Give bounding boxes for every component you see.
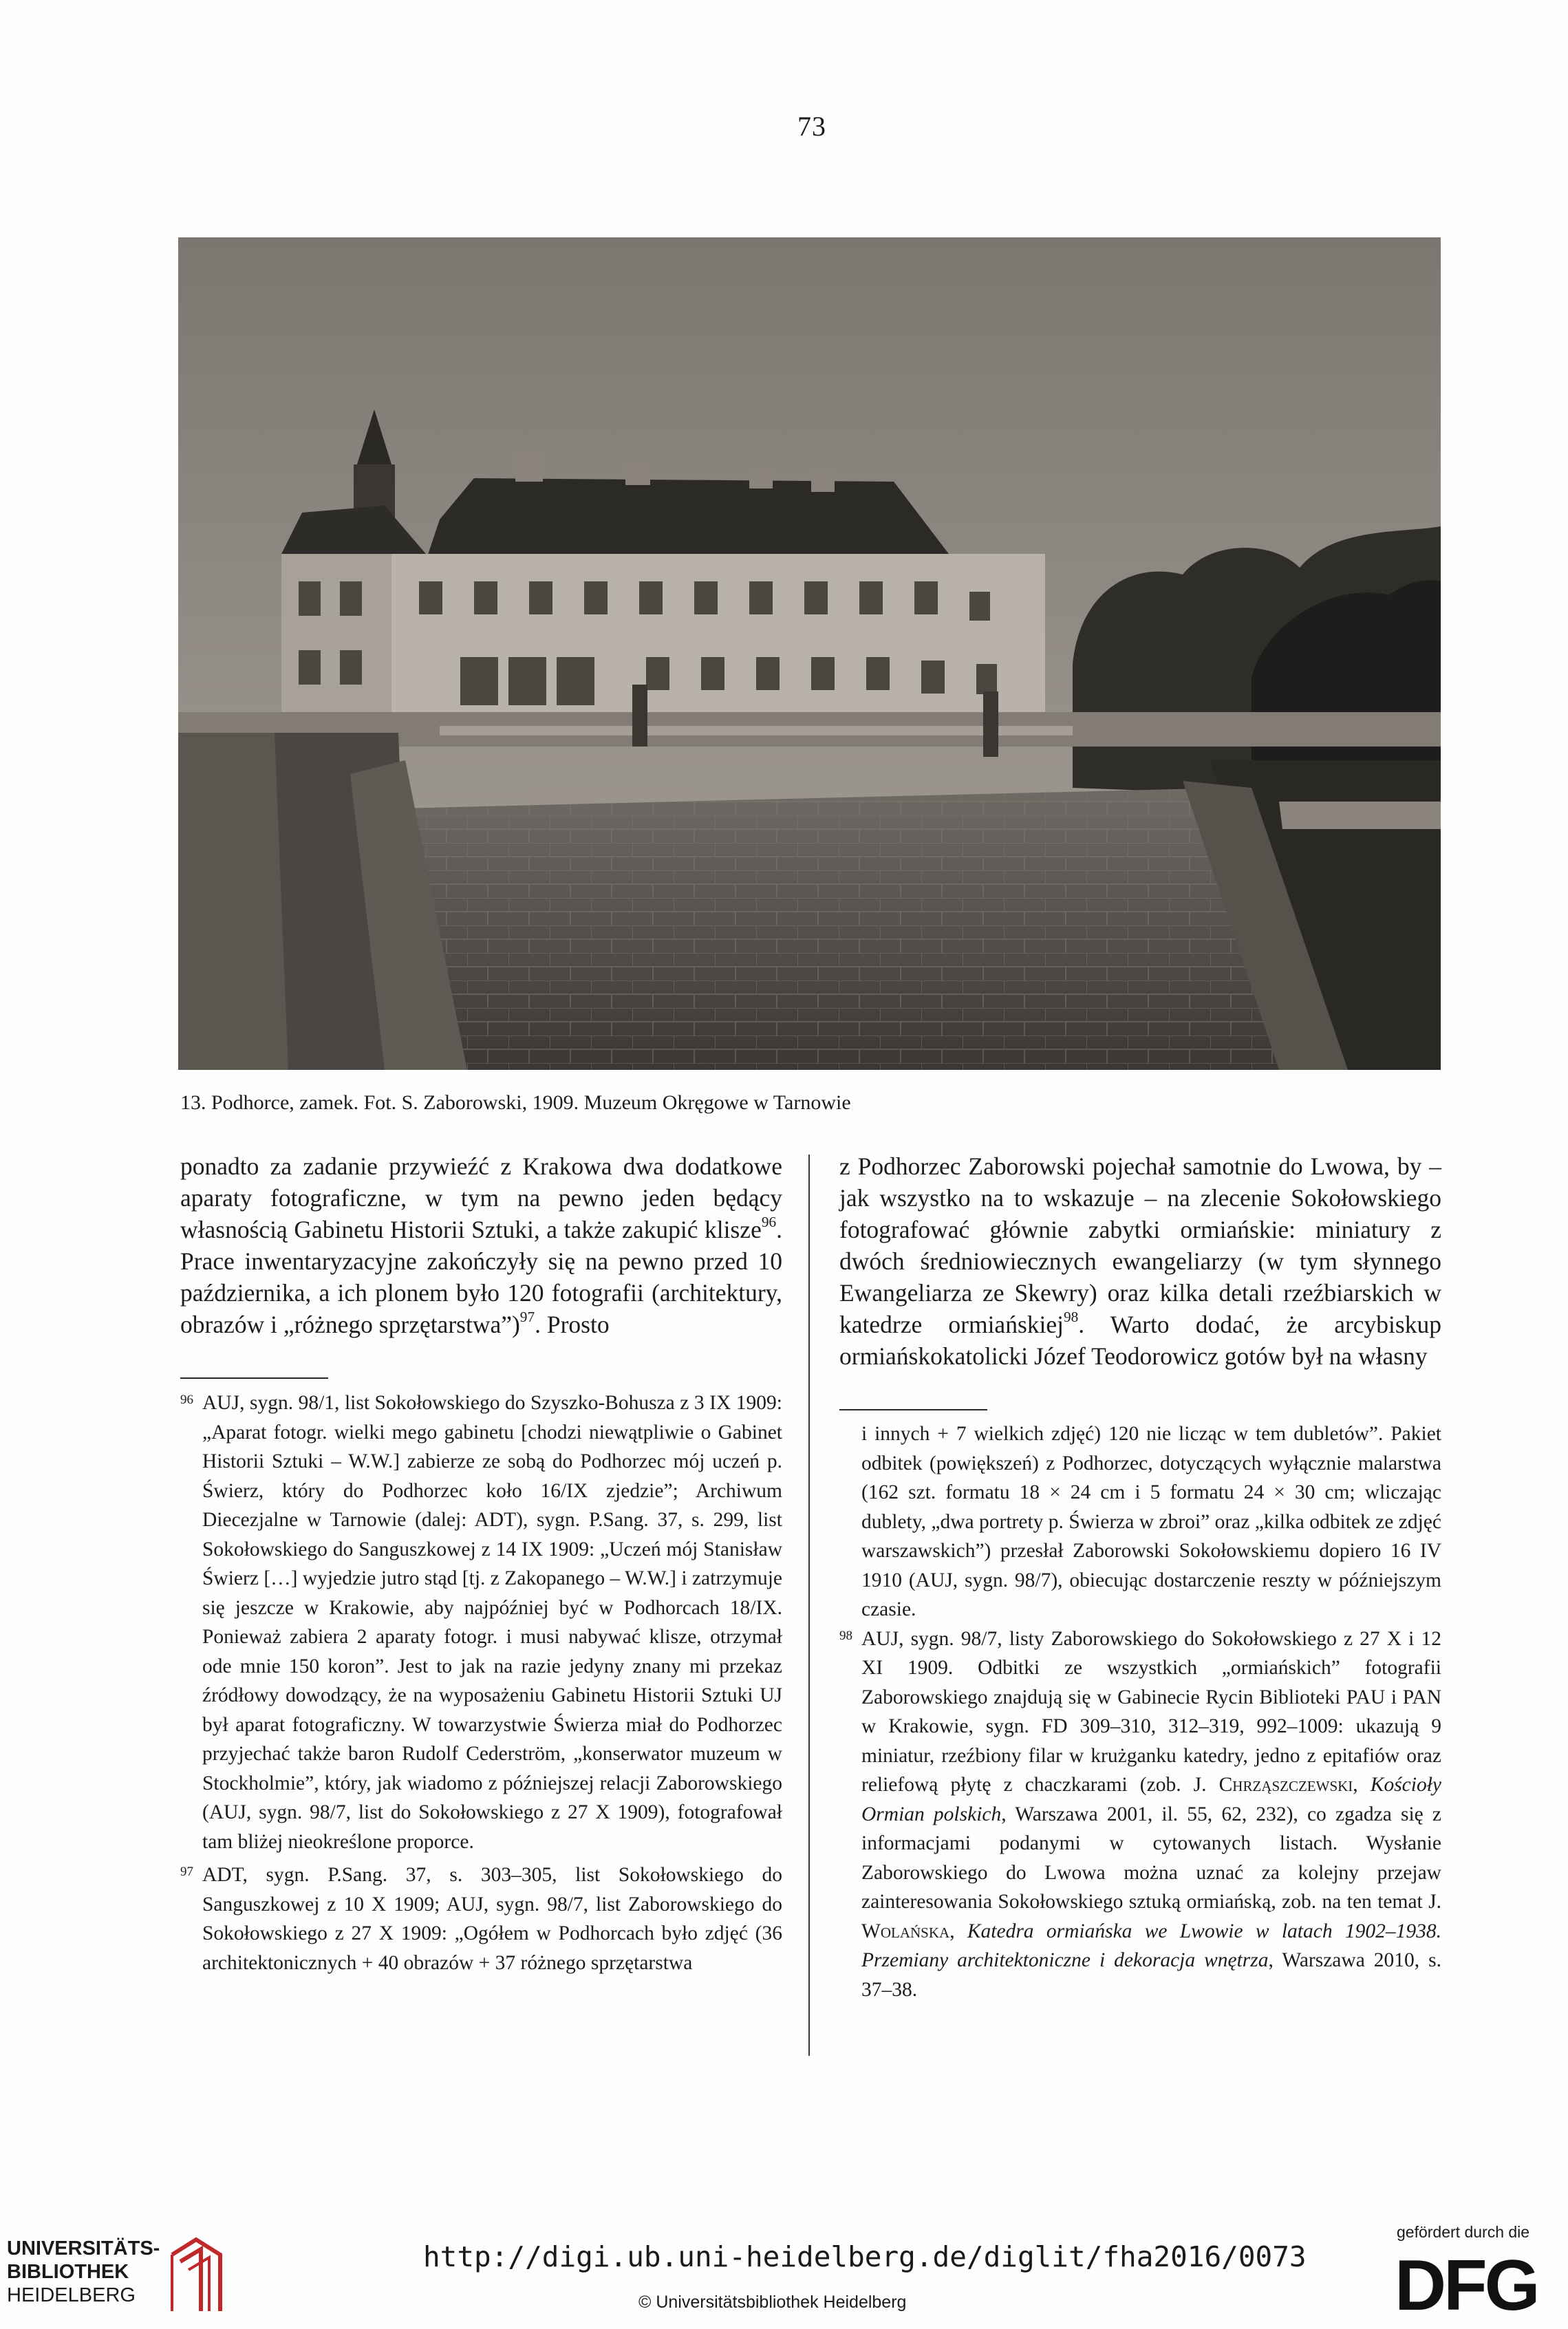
library-name-line1: UNIVERSITÄTS- xyxy=(7,2237,160,2260)
footnote-97-continued: i innych + 7 wielkich zdjęć) 120 nie licząc w tem dubletów”. Pakiet odbitek (powiększeń) z Podhorzec, dotyczących wyłącznie malarstwa (162 szt. formatu 18 × 24 cm i 5 formatu 24 × 30 cm; wliczając dublety, „dwa portrety p. Świerza w zbroi” oraz „kilka odbitek ze zdjęć warszawskich”) przesłał Zaborowski Sokołowskiemu dopiero 16 IV 1910 (AUJ, sygn. 98/7), obiecując dostarczenie reszty w późniejszym czasie. xyxy=(861,1423,1441,1620)
library-name-line3: HEIDELBERG xyxy=(7,2284,136,2306)
figure-caption: 13. Podhorce, zamek. Fot. S. Zaborowski, 1909. Muzeum Okręgowe w Tarnowie xyxy=(180,1091,851,1114)
footnote-text: ADT, sygn. P.Sang. 37, s. 303–305, list Sokołowskiego do Sanguszkowej z 10 X 1909; AUJ, sygn. 98/7, list Zaborowskiego do Sokołowskiego z 27 X 1909: „Ogółem w Podhorcach było zdjęć (36 architektonicznych + 40 obrazów + 37 różnego sprzętarstwa xyxy=(202,1864,782,1974)
university-library-logo[interactable] xyxy=(7,2233,296,2315)
library-name xyxy=(7,2237,160,2307)
footnote-97 xyxy=(180,1860,782,1977)
copyright-notice: © Universitätsbibliothek Heidelberg xyxy=(638,2293,907,2312)
footnote-number: 97 xyxy=(180,1865,193,1879)
funding-label: gefördert durch die xyxy=(1397,2223,1530,2241)
castle-photo-image xyxy=(178,237,1441,1070)
library-name-line2: BIBLIOTHEK xyxy=(7,2261,129,2283)
dfg-logo-icon[interactable] xyxy=(1393,2246,1548,2319)
footnotes-left xyxy=(180,1388,782,1977)
footnote-number: 98 xyxy=(839,1628,852,1643)
dfg-logo-text: DFG xyxy=(1395,2246,1538,2319)
body-paragraph-left: ponadto za zadanie przywieźć z Krakowa dwa dodatkowe aparaty fotograficzne, w tym na pewno jeden będący własnością Gabinetu Historii Sztuki, a także zakupić klisze$^{96}$. Prace inwentaryzacyjne zakończyły się na pewno przed 10 października, a ich plonem było 120 fotografii (architektury, obrazów i „różnego sprzętarstwa”)$^{97}$. Prosto xyxy=(180,1152,782,1338)
footnote-separator-left xyxy=(180,1377,328,1379)
footnote-text: AUJ, sygn. 98/1, list Sokołowskiego do Szyszko-Bohusza z 3 IX 1909: „Aparat fotogr. wielki mego gabinetu [chodzi niewątpliwie o Gabinet Historii Sztuki – W.W.] zabierze ze sobą do Podhorzec mój uczeń p. Świerz, który do Podhorzec koło 16/IX zjedzie”; Archiwum Diecezjalne w Tarnowie (dalej: ADT), sygn. P.Sang. 37, s. 299, list Sokołowskiego do Sanguszkowej z 14 IX 1909: „Uczeń mój Stanisław Świerz […] wyjedzie jutro stąd [tj. z Zakopanego – W.W.] i zatrzymuje się jeszcze w Krakowie, aby najpóźniej być w Podhorcach 18/IX. Ponieważ zabiera 2 aparaty fotogr. i musi nabywać klisze, otrzymał ode mnie 150 koron”. Jest to jak na razie jedyny znany mi przekaz źródłowy dowodzący, że na wyposażeniu Gabinetu Historii Sztuki UJ był aparat fotograficzny. W towarzystwie Świerza miał do Podhorzec przyjechać także baron Rudolf Cederström, „konserwator muzeum w Stockholmie”, który, jak wiadomo z późniejszej relacji Zaborowskiego (AUJ, sygn. 98/7, list do Sokołowskiego z 27 X 1909), fotografował tam bliżej nieokreślone proporce. xyxy=(202,1392,782,1853)
body-text-right-column xyxy=(839,1150,1441,1372)
body-paragraph-right: z Podhorzec Zaborowski pojechał samotnie do Lwowa, by – jak wszystko na to wskazuje – na zlecenie Sokołowskiego fotografować głównie zabytki ormiańskie: miniatury z dwóch średniowiecznych ewangeliarzy (w tym słynnego Ewangeliarza ze Skewry) oraz kilka detali rzeźbiarskich w katedrze ormiańskiej$^{98}$. Warto dodać, że arcybiskup ormiańskokatolicki Józef Teodorowicz gotów był na własny xyxy=(839,1152,1441,1370)
body-text-left-column xyxy=(180,1150,782,1340)
digitization-footer xyxy=(0,2219,1568,2329)
column-divider xyxy=(808,1155,810,2056)
library-emblem-icon xyxy=(165,2234,227,2317)
footnotes-right xyxy=(839,1419,1441,2004)
page-number: 73 xyxy=(797,111,826,142)
footnote-separator-right xyxy=(839,1409,987,1410)
footnote-text: AUJ, sygn. 98/7, listy Zaborowskiego do Sokołowskiego z 27 X i 12 XI 1909. Odbitki ze wszystkich „ormiańskich” fotografii Zaborowskiego znajdują się w Gabinecie Rycin Biblioteki PAU i PAN w Krakowie, sygn. FD 309–310, 312–319, 992–1009: ukazują 9 miniatur, rzeźbiony filar w krużganku katedry, jedno z epitafiów oraz reliefową płytę z chaczkarami (zob. J. Chrząszczewski, Kościoły Ormian polskich, Warszawa 2001, il. 55, 62, 232), co zgadza się z informacjami podanymi w cytowanych listach. Wysłanie Zaborowskiego do Lwowa można uznać za kolejny przejaw zainteresowania Sokołowskiego sztuką ormiańską, zob. na ten temat J. Wolańska, Katedra ormiańska we Lwowie w latach 1902–1938. Przemiany architektoniczne i dekoracja wnętrza, Warszawa 2010, s. 37–38. xyxy=(861,1627,1442,2001)
footnote-96 xyxy=(180,1388,782,1856)
source-url-link[interactable]: http://digi.ub.uni-heidelberg.de/diglit/fha2016/0073 xyxy=(423,2240,1307,2273)
footnote-98 xyxy=(839,1624,1441,2005)
castle-photograph xyxy=(178,237,1441,1070)
footnote-number: 96 xyxy=(180,1393,193,1407)
